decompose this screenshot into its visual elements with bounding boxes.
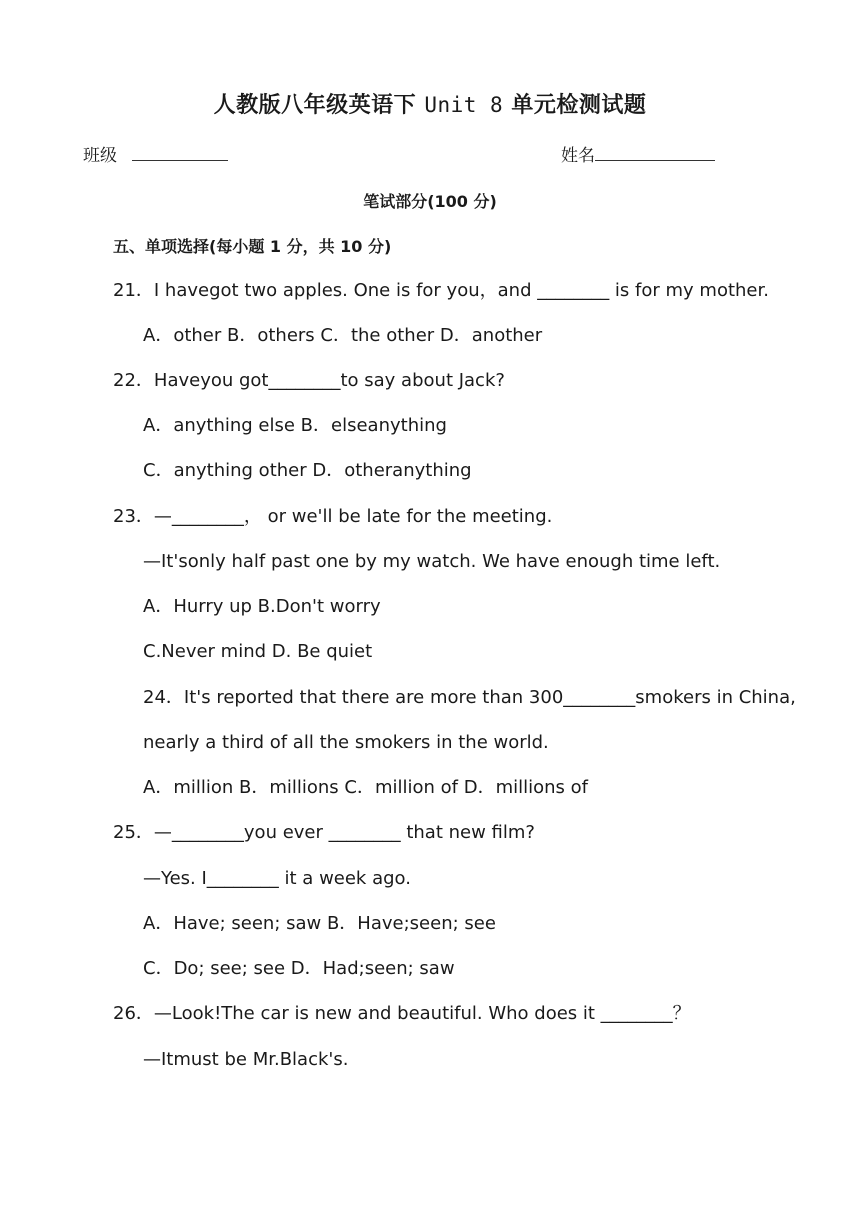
options-25-ab: A．Have; seen; saw B．Have;seen; see bbox=[143, 913, 496, 934]
title-suffix: 单元检测试题 bbox=[511, 92, 647, 118]
options-23-ab: A．Hurry up B.Don't worry bbox=[143, 596, 381, 617]
question-22: 22．Haveyou got________to say about Jack? bbox=[113, 370, 505, 391]
class-label: 班级 bbox=[83, 146, 117, 166]
section-title: 笔试部分(100 分) bbox=[363, 192, 497, 211]
class-blank bbox=[132, 146, 228, 161]
page-title bbox=[0, 88, 860, 119]
options-24: A．million B．millions C．million of D．millions of bbox=[143, 777, 588, 798]
question-23-reply: —It'sonly half past one by my watch. We have enough time left. bbox=[143, 551, 721, 572]
options-25-cd: C．Do; see; see D．Had;seen; saw bbox=[143, 958, 455, 979]
class-field bbox=[83, 141, 228, 166]
name-blank bbox=[595, 146, 715, 161]
question-24: 24．It's reported that there are more than 300________smokers in China, bbox=[143, 687, 796, 708]
options-23-cd: C.Never mind D. Be quiet bbox=[143, 641, 373, 662]
question-23: 23．—________， or we'll be late for the meeting. bbox=[113, 506, 553, 527]
question-26: 26．—Look!The car is new and beautiful. Who does it ________？ bbox=[113, 1003, 691, 1024]
question-25: 25．—________you ever ________ that new film? bbox=[113, 822, 535, 843]
options-22-cd: C．anything other D．otheranything bbox=[143, 460, 472, 481]
options-21: A．other B．others C．the other D．another bbox=[143, 325, 543, 346]
part-title: 五、单项选择(每小题 1 分，共 10 分) bbox=[113, 237, 392, 256]
question-25-reply: —Yes. I________ it a week ago. bbox=[143, 868, 411, 889]
options-22-ab: A．anything else B．elseanything bbox=[143, 415, 447, 436]
question-24-cont: nearly a third of all the smokers in the world. bbox=[143, 732, 549, 753]
title-unit: Unit 8 bbox=[424, 93, 504, 117]
title-cn: 人教版八年级英语下 bbox=[213, 92, 417, 118]
question-21: 21．I havegot two apples. One is for you，and ________ is for my mother. bbox=[113, 280, 769, 301]
name-label: 姓名 bbox=[561, 146, 595, 166]
name-field bbox=[561, 141, 715, 166]
question-26-reply: —Itmust be Mr.Black's. bbox=[143, 1049, 349, 1070]
